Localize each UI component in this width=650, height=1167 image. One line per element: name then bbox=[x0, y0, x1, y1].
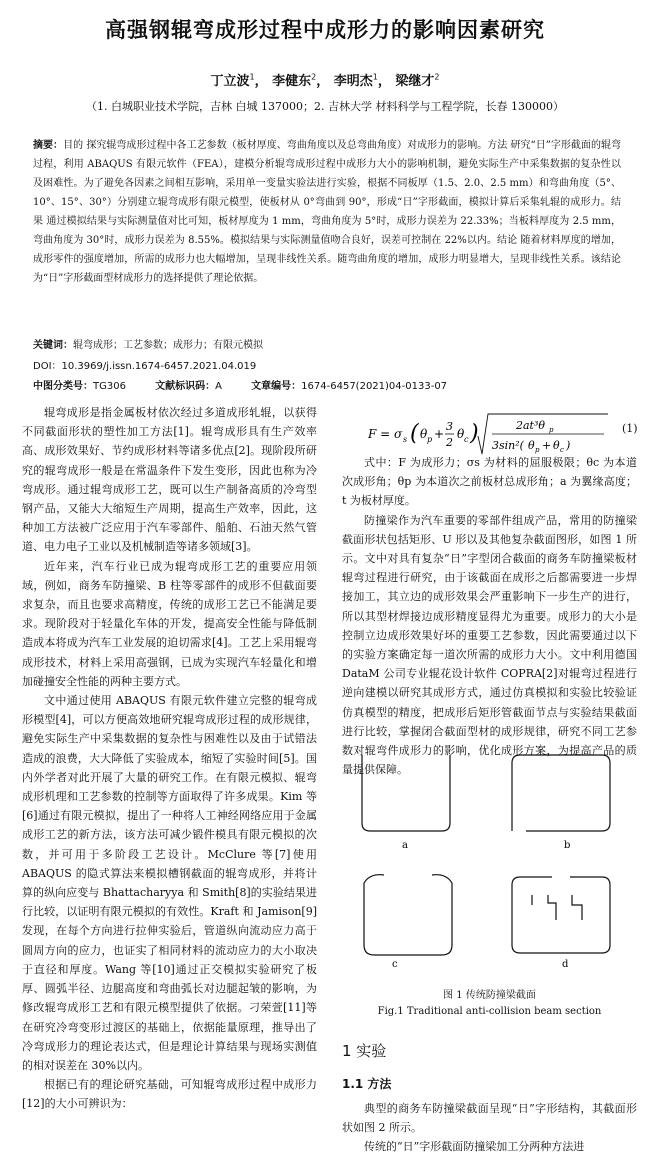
keywords-text: 辊弯成形；工艺参数；成形力；有限元模拟 bbox=[73, 340, 263, 351]
affiliations: （1. 白城职业技术学院，吉林 白城 137000；2. 吉林大学 材料科学与工程学院，长春 130000） bbox=[86, 100, 564, 113]
subsection-heading: 1.1 方法 bbox=[342, 1077, 392, 1091]
figure-caption-cn: 图 1 传统防撞梁截面 bbox=[443, 990, 536, 1001]
svg-text:+: + bbox=[542, 439, 552, 452]
author-name: 丁立波 bbox=[210, 74, 250, 89]
svg-text:p: p bbox=[549, 426, 554, 434]
svg-text:F = σ: F = σ bbox=[368, 427, 403, 441]
svg-text:): ) bbox=[566, 439, 571, 452]
body-paragraph: 典型的商务车防撞梁截面呈现“日”字形结构，其截面形状如图 2 所示。 bbox=[342, 1102, 637, 1135]
section-heading: 1 实验 bbox=[342, 1042, 387, 1060]
figure-caption bbox=[342, 988, 637, 1020]
svg-text:2: 2 bbox=[446, 436, 453, 449]
svg-text:c: c bbox=[464, 435, 469, 444]
figure-1 bbox=[342, 745, 637, 1000]
figure-label-c: c bbox=[392, 959, 398, 970]
svg-text:θ: θ bbox=[457, 427, 465, 441]
keywords-label: 关键词： bbox=[33, 340, 73, 351]
svg-text:p: p bbox=[427, 435, 433, 444]
author-name: 梁继才 bbox=[395, 74, 435, 89]
doc-code-label: 文献标识码： bbox=[155, 381, 216, 392]
figure-caption-en: Fig.1 Traditional anti-collision beam section bbox=[377, 1006, 602, 1017]
abstract bbox=[33, 136, 621, 288]
section-a-shape bbox=[362, 755, 450, 831]
svg-text:+: + bbox=[434, 427, 445, 441]
body-paragraph: 近年来，汽车行业已成为辊弯成形工艺的重要应用领域，例如，商务车防撞梁、B 柱等零部件的成形不但截面要求复杂，而且也要求高精度，传统的成形工艺已不能满足要求。现阶段对于轻量化车体的开发，提高安全性能与降低制造成本将成为汽车工业发展的迫切需求[4]。工艺上采用辊弯成形技术，材料上采用高强钢，已成为实现汽车轻量化和增加碰撞安全性能的两种主要方式。 bbox=[22, 559, 317, 688]
body-paragraph: 防撞梁作为汽车重要的零部件组成产品，常用的防撞梁截面形状包括矩形、U 形以及其他复杂截面图形，如图 1 所示。文中对具有复杂“日”字型闭合截面的商务车防撞梁板材辊弯过程进行研究，由于该截面在成形之后都需要进一步焊接加工，其立边的成形效果会严重影响下一步生产的进行，所以其型材焊接边成形精度显得尤为重要。成形力的大小是控制立边成形效果好坏的重要工艺参数，因此需要通过以下的实验方案确定每一道次所需的成形力大小。文中利用德国 DataM 公司专业辊花设计软件 COPRA[2]对辊弯过程进行逆向建模以研究其成形方式，通过仿真模拟和实验比较验证仿真模型的精度，把成形后矩形管截面节点与实验结果截面进行比较，掌握闭合截面型材的成形规律，研究不同工艺参数对辊弯件成形力的影响，优化成形方案，为提高产品的质量提供保障。 bbox=[342, 513, 637, 777]
svg-text:θ: θ bbox=[528, 439, 535, 452]
section-c-shape bbox=[364, 875, 452, 955]
body-paragraph: 辊弯成形是指金属板材依次经过多道成形轧辊，以获得不同截面形状的塑性加工方法[1]。辊弯成形具有生产效率高、成形效果好、节约成形材料等诸多优点[2]。现阶段所研究的辊弯成形一般是在常温条件下发生变形，因此也称为冷弯成形。通过辊弯成形工艺，既可以生产制备高质的冷弯型钢产品，又能大大缩短生产周期，提高生产效率，因此，这种加工方法被广泛应用于汽车零部件、船舶、石油天然气管道、电力电子工业以及机械制造等诸多领域[3]。 bbox=[22, 406, 317, 554]
svg-text:θ: θ bbox=[420, 427, 428, 441]
keywords bbox=[33, 336, 621, 351]
affiliation-mark: 1 bbox=[249, 72, 255, 82]
figure-label-a: a bbox=[402, 840, 408, 851]
abstract-label: 摘要： bbox=[33, 140, 64, 151]
svg-text:): ) bbox=[470, 421, 479, 446]
article-number-value: 1674-6457(2021)04-0133-07 bbox=[301, 381, 448, 392]
body-paragraph: 传统的“日”字形截面防撞梁加工分两种方法进 bbox=[364, 1140, 585, 1154]
article-number-label: 文章编号： bbox=[251, 381, 302, 392]
svg-text:(: ( bbox=[410, 421, 419, 446]
forming-force-formula bbox=[368, 410, 648, 454]
section-d-shape bbox=[512, 877, 610, 953]
classification-line bbox=[33, 377, 447, 392]
left-column bbox=[22, 403, 317, 1114]
paper-title: 高强钢辊弯成形过程中成形力的影响因素研究 bbox=[105, 18, 545, 42]
svg-text:c: c bbox=[560, 446, 564, 454]
right-column bbox=[342, 453, 637, 779]
affiliation-mark: 2 bbox=[434, 72, 440, 82]
right-column-bottom bbox=[342, 1099, 637, 1157]
author-name: 李健东 bbox=[272, 74, 312, 89]
svg-text:2at³θ: 2at³θ bbox=[516, 419, 546, 432]
author-list: 丁立波$^1$， 李健东$^2$， 李明杰$^1$， 梁继才$^2$ bbox=[210, 72, 440, 89]
clc-label: 中图分类号： bbox=[33, 381, 93, 392]
abstract-text: 目的 探究辊弯成形过程中各工艺参数（板材厚度、弯曲角度以及总弯曲角度）对成形力的影响。方法 研究“日”字形截面的辊弯过程，利用 ABAQUS 有限元软件（FEA），建模分析辊弯成形过程中成形力大小的影响机制，避免实际生产中采集数据的复杂性以及困难性。为了避免各因素之间相互影响，采用单一变量实验法进行实验，根据不同板厚（1.5、2.0、2.5 mm）和弯曲角度（5°、10°、15°、30°）分别建立辊弯成形有限元模型，使板材从 0°弯曲到 90°，形成“日”字形截面，模拟计算后采集轧辊的成形力。结果 通过模拟结果与实际测量值对比可知，板材厚度为 1 mm，弯曲角度为 5°时，成形力误差为 22.33%；当板料厚度为 2.5 mm，弯曲角度为 30°时，成形力误差为 8.55%。模拟结果与实际测量值吻合良好，误差可控制在 22%以内。结论 随着材料厚度的增加，成形零件的强度增加，所需的成形力也大幅增加，呈现非线性关系。随弯曲角度的增加，成形力明显增大，呈现非线性关系。该结论为“日”字形截面型材成形力的选择提供了理论依据。 bbox=[33, 140, 621, 284]
clc-value: TG306 bbox=[93, 381, 126, 392]
svg-text:p: p bbox=[535, 446, 540, 454]
equation-number: (1) bbox=[622, 422, 638, 435]
svg-text:3: 3 bbox=[446, 420, 453, 433]
svg-text:s: s bbox=[403, 435, 408, 444]
svg-text:3sin²(: 3sin²( bbox=[492, 439, 524, 452]
section-b-shape bbox=[512, 755, 610, 831]
author-name: 李明杰 bbox=[333, 74, 373, 89]
affiliation-mark: 1 bbox=[372, 72, 378, 82]
doi[interactable]: DOI：10.3969/j.issn.1674-6457.2021.04.019 bbox=[33, 361, 257, 372]
doc-code-value: A bbox=[215, 381, 222, 392]
figure-label-b: b bbox=[564, 840, 571, 851]
body-paragraph: 文中通过使用 ABAQUS 有限元软件建立完整的辊弯成形模型[4]，可以方便高效地研究辊弯成形过程的成形规律，避免实际生产中采集数据的复杂性与困难性以及由于试错法造成的浪费，大大降低了实验成本，缩短了实验时间[5]。国内外学者对此开展了大量的研究工作。在有限元模拟、辊弯成形机理和工艺参数的控制等方面取得了许多成果。Kim 等[6]通过有限元模拟，提出了一种将人工神经网络应用于金属成形工艺的新方法，该方法可减少锻件模具有限元模拟的次数，并可用于多阶段工艺设计。McClure 等[7]使用 ABAQUS 的隐式算法来模拟槽钢截面的辊弯成形，并将计算的纵向应变与 Bhattacharyya 和 Smith[8]的实验结果进行比较，以证明有限元模拟的有效性。Kraft 和 Jamison[9]发现，在每个方向进行拉伸实验后，管道纵向流动应力高于圆周方向的应力，也证实了相同材料的流动应力的大小取决于直径和厚度。Wang 等[10]通过正交模拟实验研究了板厚、圆弧半径、边腿高度和弯曲弧长对边腿起皱的影响，为修改辊弯成形工艺和有限元模型提供了依据。刁荣萱[11]等在研究冷弯变形过渡区的基础上，依据能量原理，推导出了冷弯成形力的理论表达式，但是理论计算结果与现场实测值的相对误差在 30%以内。 bbox=[22, 694, 317, 1072]
svg-text:θ: θ bbox=[553, 439, 560, 452]
body-paragraph: 式中：F 为成形力；σs 为材料的屈服极限；θc 为本道次成形角；θp 为本道次之前板材总成形角；a 为翼缘高度；t 为板材厚度。 bbox=[342, 456, 637, 508]
affiliation-mark: 2 bbox=[311, 72, 317, 82]
body-paragraph: 根据已有的理论研究基础，可知辊弯成形过程中成形力[12]的大小可辨识为： bbox=[22, 1078, 317, 1111]
figure-label-d: d bbox=[562, 959, 569, 970]
